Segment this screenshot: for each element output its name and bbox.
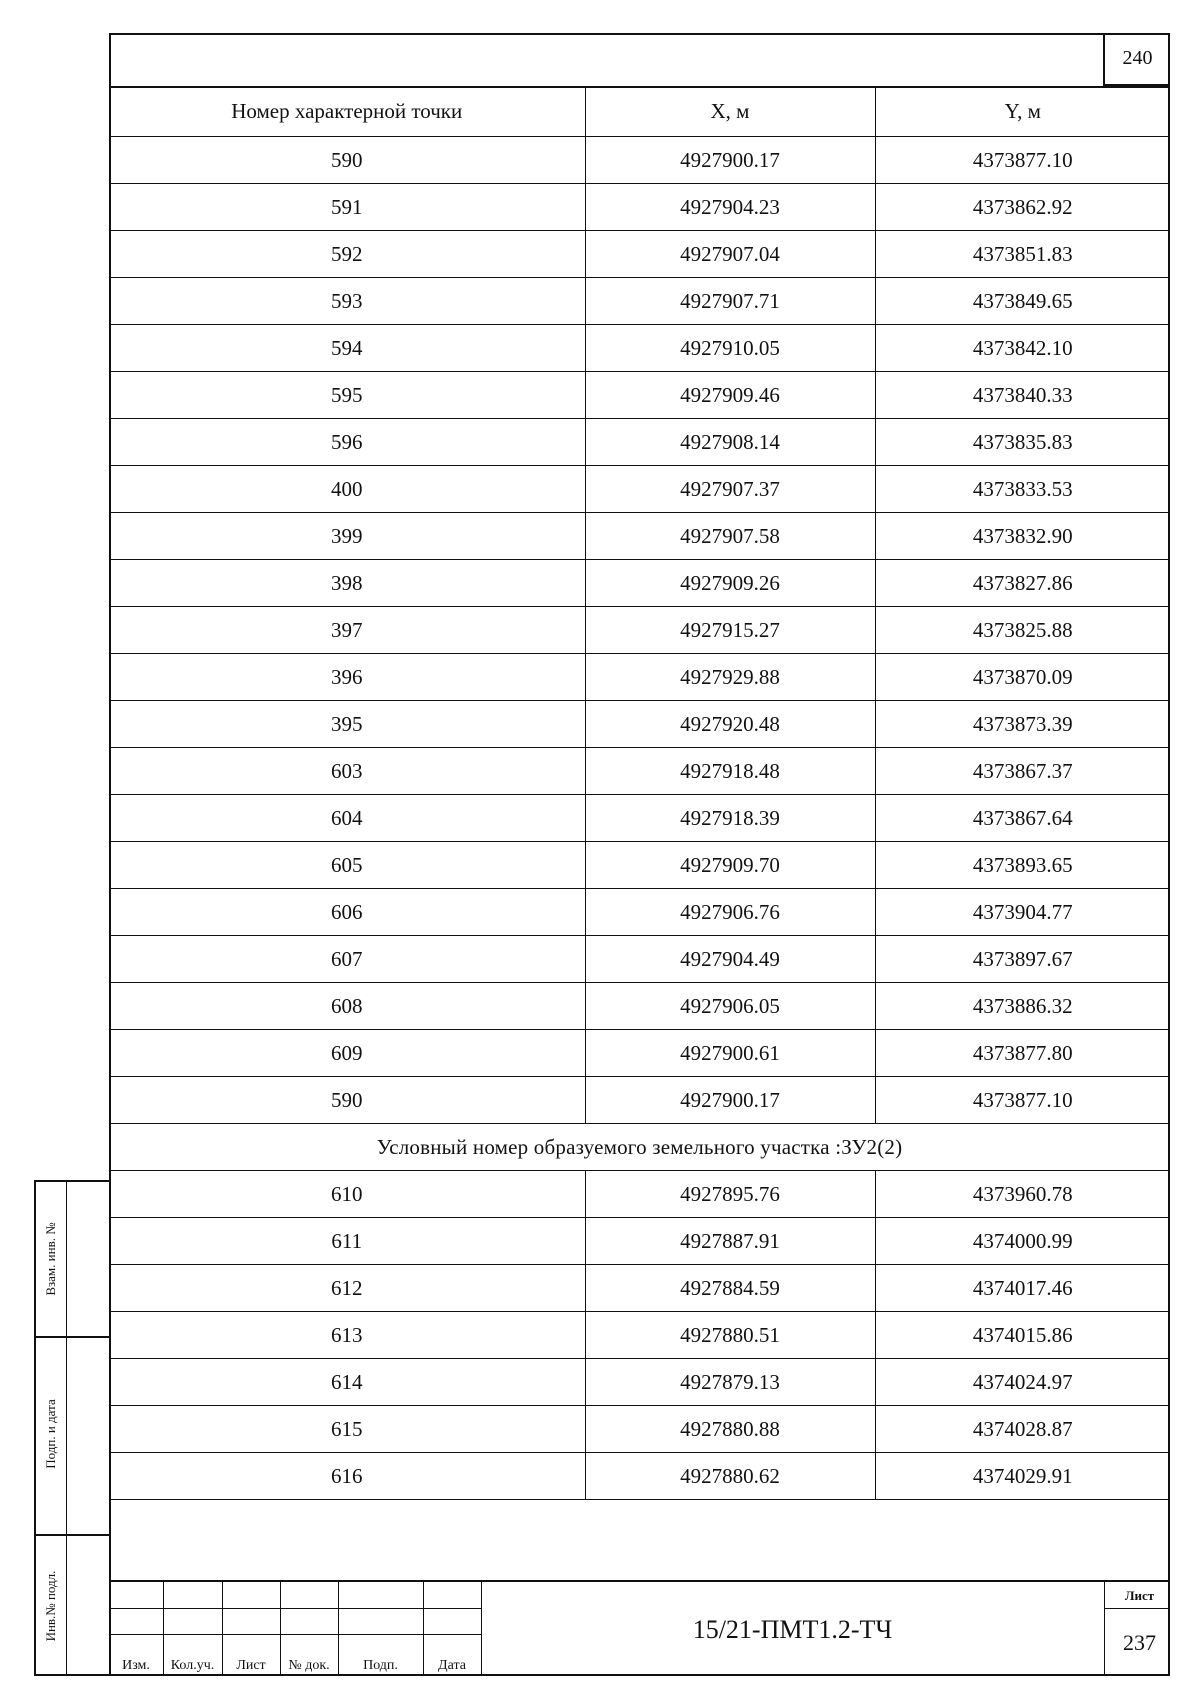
cell-y: 4373904.77 — [875, 889, 1170, 936]
cell-y: 4373867.64 — [875, 795, 1170, 842]
cell-x: 4927907.37 — [585, 466, 875, 513]
cell-point-number: 593 — [109, 278, 585, 325]
cell-x: 4927900.17 — [585, 1077, 875, 1124]
cell-y: 4374024.97 — [875, 1359, 1170, 1406]
table-row — [109, 278, 1170, 325]
cell-y: 4373877.80 — [875, 1030, 1170, 1077]
cell-y: 4373835.83 — [875, 419, 1170, 466]
cell-point-number: 613 — [109, 1312, 585, 1359]
cell-x: 4927918.39 — [585, 795, 875, 842]
cell-y: 4373877.10 — [875, 137, 1170, 184]
cell-x: 4927918.48 — [585, 748, 875, 795]
cell-point-number: 607 — [109, 936, 585, 983]
cell-y: 4373825.88 — [875, 607, 1170, 654]
table-body-a — [109, 137, 1170, 1124]
cell-x: 4927880.62 — [585, 1453, 875, 1500]
cell-y: 4373893.65 — [875, 842, 1170, 889]
table-row — [109, 842, 1170, 889]
cell-point-number: 606 — [109, 889, 585, 936]
cell-x: 4927909.70 — [585, 842, 875, 889]
tb-data: Дата — [438, 1658, 466, 1673]
cell-point-number: 397 — [109, 607, 585, 654]
side-row-divider — [36, 1336, 109, 1338]
title-block-row-line — [109, 1634, 481, 1635]
table-row — [109, 1077, 1170, 1124]
cell-x: 4927880.88 — [585, 1406, 875, 1453]
cell-x: 4927879.13 — [585, 1359, 875, 1406]
tb-izm: Изм. — [122, 1658, 150, 1673]
cell-y: 4373886.32 — [875, 983, 1170, 1030]
cell-x: 4927900.61 — [585, 1030, 875, 1077]
cell-x: 4927907.58 — [585, 513, 875, 560]
tb-podp: Подп. — [363, 1658, 398, 1673]
sheet-label: Лист — [1124, 1588, 1155, 1603]
title-block — [109, 1580, 1170, 1676]
cell-y: 4373873.39 — [875, 701, 1170, 748]
cell-point-number: 596 — [109, 419, 585, 466]
cell-y: 4373832.90 — [875, 513, 1170, 560]
cell-x: 4927920.48 — [585, 701, 875, 748]
cell-point-number: 594 — [109, 325, 585, 372]
cell-point-number: 611 — [109, 1218, 585, 1265]
cell-y: 4374015.86 — [875, 1312, 1170, 1359]
cell-y: 4373840.33 — [875, 372, 1170, 419]
cell-x: 4927910.05 — [585, 325, 875, 372]
cell-y: 4373870.09 — [875, 654, 1170, 701]
cell-x: 4927929.88 — [585, 654, 875, 701]
table-row — [109, 1453, 1170, 1500]
cell-x: 4927884.59 — [585, 1265, 875, 1312]
cell-y: 4373833.53 — [875, 466, 1170, 513]
table-row — [109, 513, 1170, 560]
table-row — [109, 325, 1170, 372]
table-body-b — [109, 1171, 1170, 1500]
table-row — [109, 654, 1170, 701]
cell-x: 4927904.23 — [585, 184, 875, 231]
side-vzam-inv: Взам. инв. № — [43, 1222, 58, 1296]
table-row — [109, 1312, 1170, 1359]
cell-x: 4927904.49 — [585, 936, 875, 983]
table-row — [109, 1218, 1170, 1265]
corner-page-number — [1103, 33, 1170, 86]
cell-y: 4373867.37 — [875, 748, 1170, 795]
table-row — [109, 231, 1170, 278]
cell-y: 4373862.92 — [875, 184, 1170, 231]
cell-x: 4927909.26 — [585, 560, 875, 607]
header-point-number: Номер характерной точки — [109, 87, 585, 137]
cell-x: 4927909.46 — [585, 372, 875, 419]
cell-point-number: 592 — [109, 231, 585, 278]
cell-point-number: 590 — [109, 1077, 585, 1124]
section-label: Условный номер образуемого земельного участка :ЗУ2(2) — [109, 1124, 1170, 1171]
cell-y: 4373877.10 — [875, 1077, 1170, 1124]
table-row — [109, 419, 1170, 466]
table-row — [109, 372, 1170, 419]
table-row — [109, 1265, 1170, 1312]
cell-point-number: 612 — [109, 1265, 585, 1312]
table-row — [109, 560, 1170, 607]
cell-point-number: 400 — [109, 466, 585, 513]
cell-point-number: 615 — [109, 1406, 585, 1453]
cell-x: 4927880.51 — [585, 1312, 875, 1359]
title-block-col-line — [1104, 1582, 1105, 1676]
table-row — [109, 466, 1170, 513]
side-column-divider — [66, 1182, 67, 1674]
cell-point-number: 590 — [109, 137, 585, 184]
cell-point-number: 591 — [109, 184, 585, 231]
cell-x: 4927906.76 — [585, 889, 875, 936]
side-inv-podl: Инв.№ подл. — [43, 1570, 58, 1642]
cell-y: 4374000.99 — [875, 1218, 1170, 1265]
cell-point-number: 603 — [109, 748, 585, 795]
cell-point-number: 609 — [109, 1030, 585, 1077]
cell-y: 4374029.91 — [875, 1453, 1170, 1500]
cell-point-number: 614 — [109, 1359, 585, 1406]
cell-y: 4373851.83 — [875, 231, 1170, 278]
table-row — [109, 795, 1170, 842]
cell-point-number: 610 — [109, 1171, 585, 1218]
document-code: 15/21-ПМТ1.2-ТЧ — [692, 1615, 893, 1644]
table-row — [109, 184, 1170, 231]
side-stamps — [34, 1180, 109, 1676]
coordinates-table — [109, 87, 1170, 1500]
cell-x: 4927908.14 — [585, 419, 875, 466]
table-row — [109, 701, 1170, 748]
cell-x: 4927906.05 — [585, 983, 875, 1030]
cell-x: 4927900.17 — [585, 137, 875, 184]
table-row — [109, 1406, 1170, 1453]
cell-y: 4373960.78 — [875, 1171, 1170, 1218]
cell-y: 4373842.10 — [875, 325, 1170, 372]
cell-y: 4373897.67 — [875, 936, 1170, 983]
cell-point-number: 398 — [109, 560, 585, 607]
cell-point-number: 396 — [109, 654, 585, 701]
tb-no-dok: № док. — [288, 1658, 330, 1673]
cell-x: 4927907.71 — [585, 278, 875, 325]
cell-x: 4927887.91 — [585, 1218, 875, 1265]
header-x: X, м — [585, 87, 875, 137]
table-row — [109, 1359, 1170, 1406]
cell-point-number: 616 — [109, 1453, 585, 1500]
corner-page-number-text: 240 — [1122, 47, 1153, 69]
cell-point-number: 395 — [109, 701, 585, 748]
cell-y: 4374017.46 — [875, 1265, 1170, 1312]
cell-point-number: 608 — [109, 983, 585, 1030]
cell-y: 4374028.87 — [875, 1406, 1170, 1453]
cell-point-number: 595 — [109, 372, 585, 419]
table-row — [109, 889, 1170, 936]
side-podp-data: Подп. и дата — [43, 1399, 58, 1469]
table-row — [109, 607, 1170, 654]
table-row — [109, 1030, 1170, 1077]
cell-y: 4373827.86 — [875, 560, 1170, 607]
tb-kol-uch: Кол.уч. — [170, 1658, 215, 1673]
header-y: Y, м — [875, 87, 1170, 137]
sheet-number: 237 — [1123, 1630, 1156, 1655]
cell-x: 4927907.04 — [585, 231, 875, 278]
table-header-row — [109, 87, 1170, 137]
cell-y: 4373849.65 — [875, 278, 1170, 325]
table-section — [109, 1124, 1170, 1171]
title-block-row-line — [109, 1608, 481, 1609]
tb-list: Лист — [236, 1658, 266, 1673]
table-row — [109, 936, 1170, 983]
cell-point-number: 399 — [109, 513, 585, 560]
cell-x: 4927895.76 — [585, 1171, 875, 1218]
cell-x: 4927915.27 — [585, 607, 875, 654]
table-row — [109, 137, 1170, 184]
table-row — [109, 1171, 1170, 1218]
section-row — [109, 1124, 1170, 1171]
cell-point-number: 604 — [109, 795, 585, 842]
table-row — [109, 748, 1170, 795]
cell-point-number: 605 — [109, 842, 585, 889]
table-row — [109, 983, 1170, 1030]
